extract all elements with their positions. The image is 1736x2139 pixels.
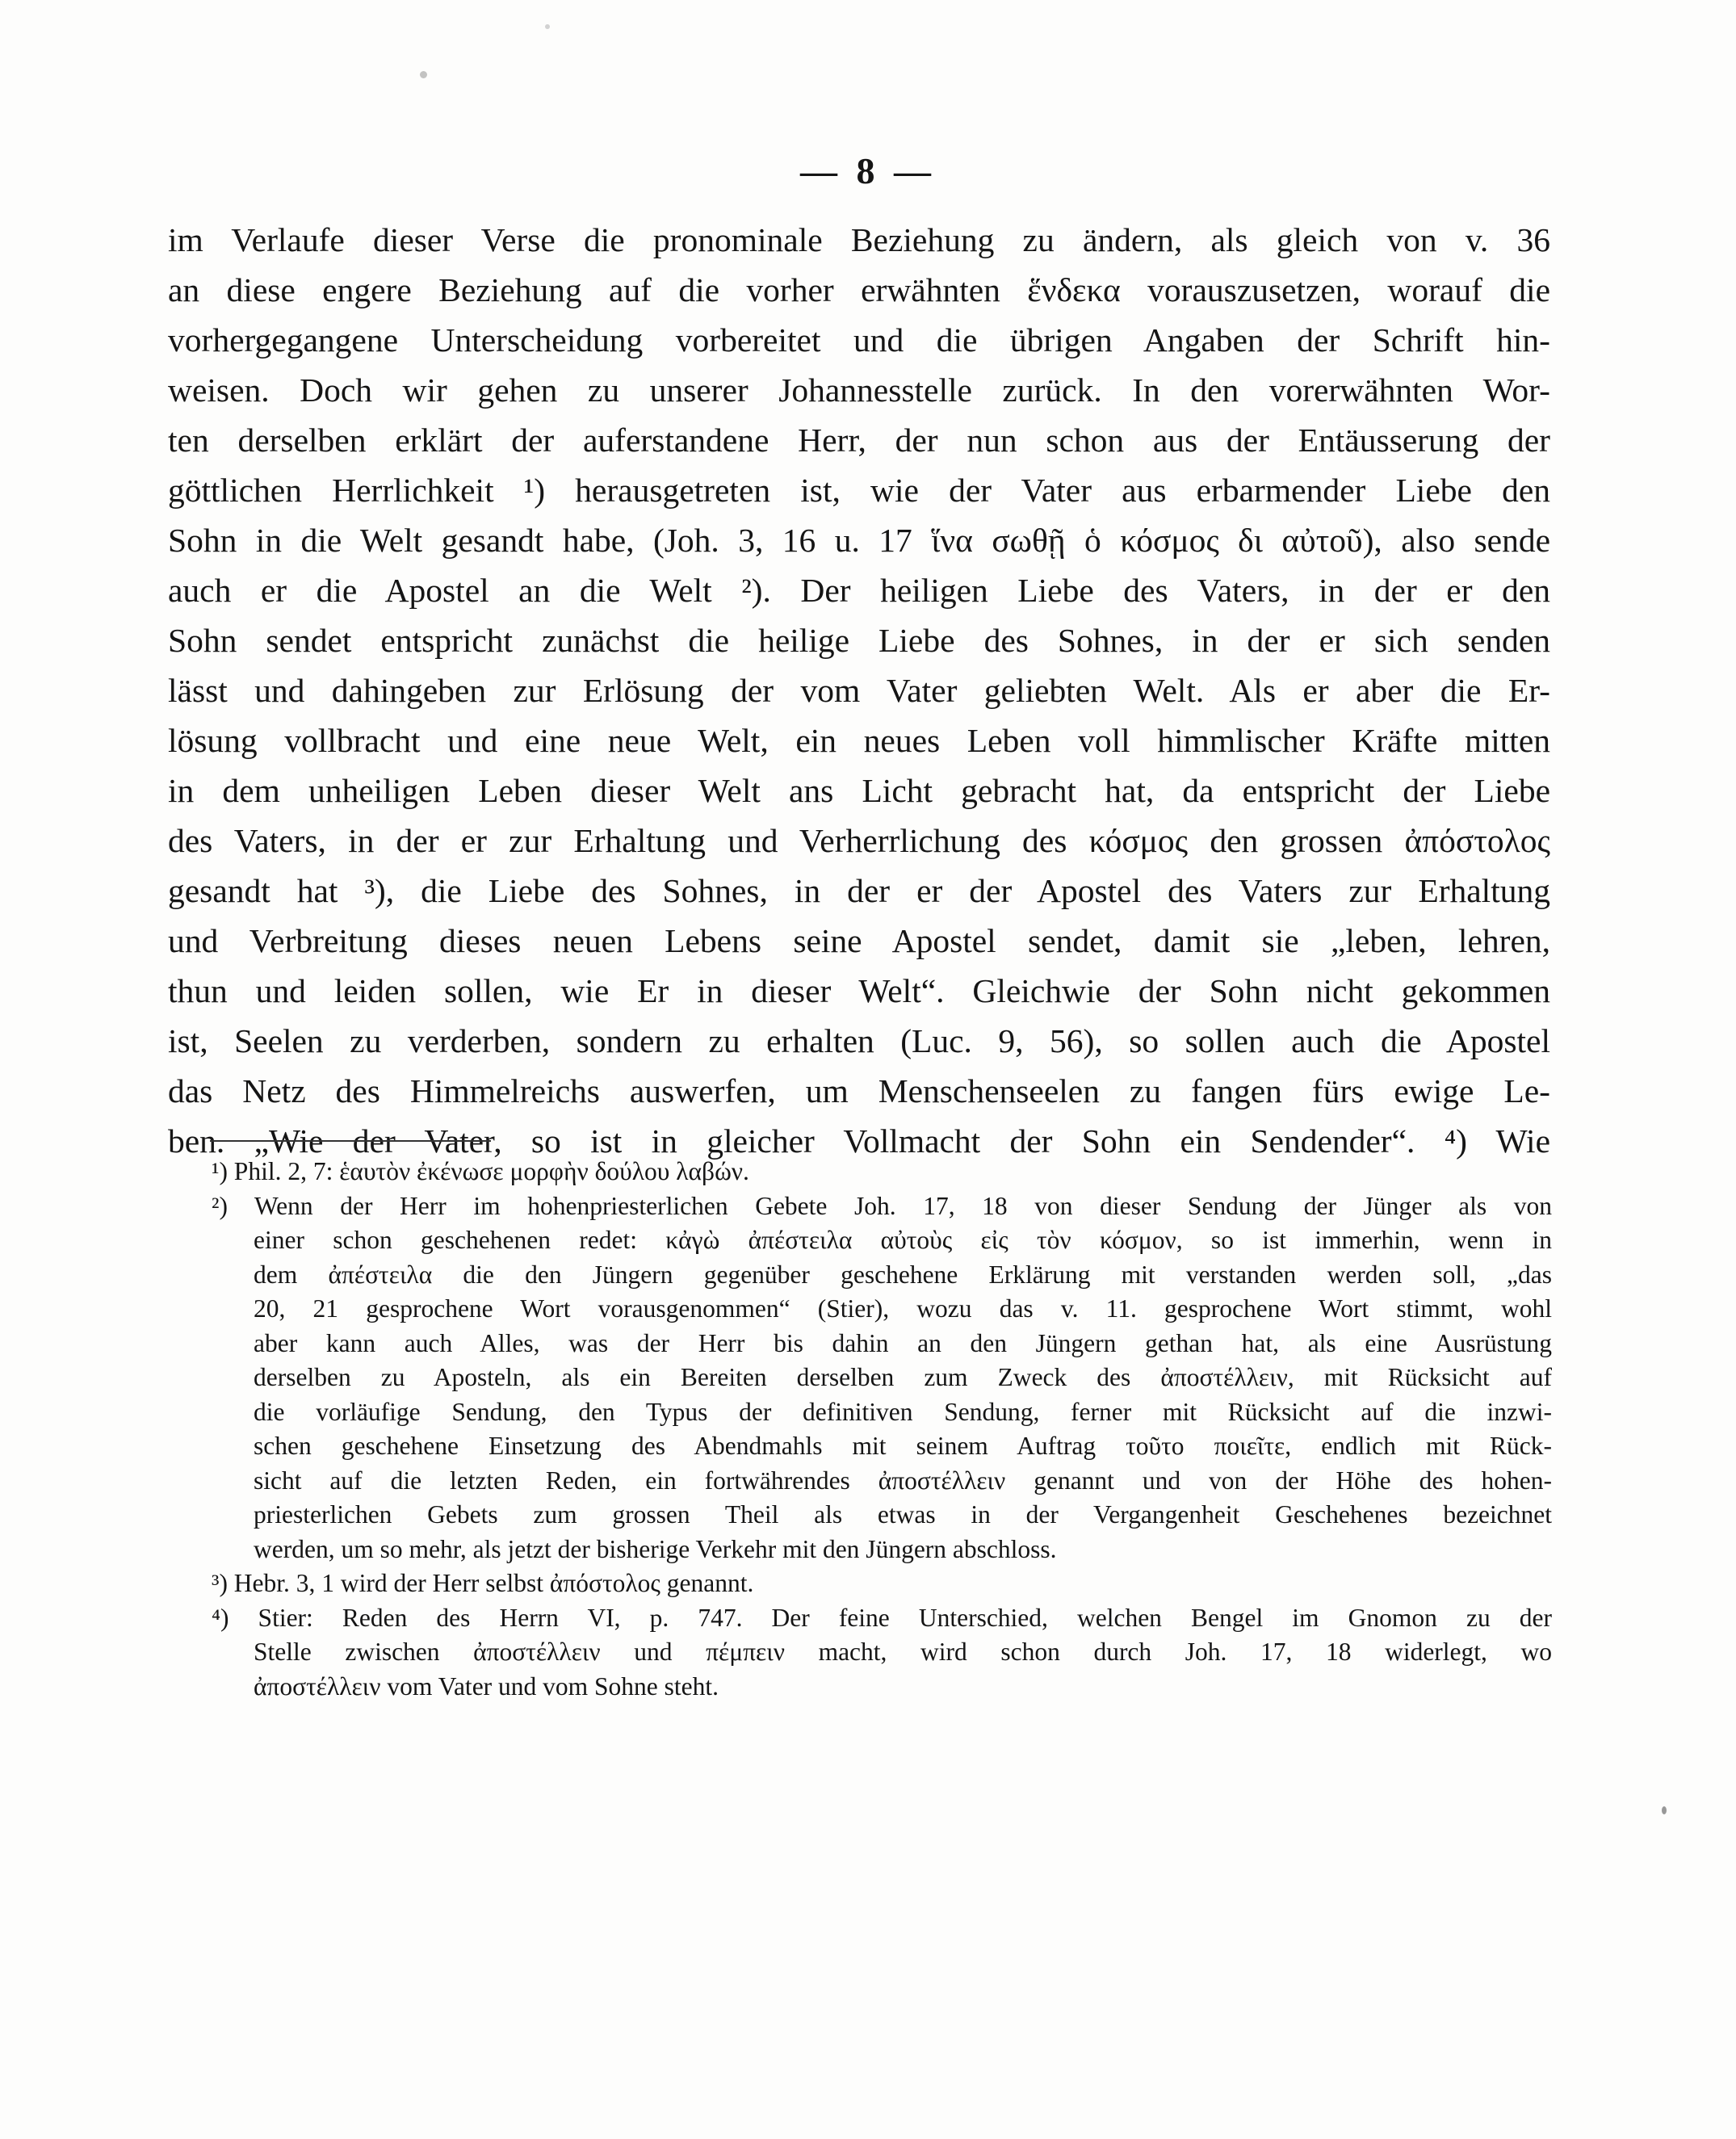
footnote-line: dem ἀπέστειλα die den Jüngern gegenüber geschehene Erklärung mit verstanden werden soll, „das <box>254 1260 1552 1289</box>
footnote-line: ³) Hebr. 3, 1 wird der Herr selbst ἀπόστολος genannt. <box>212 1569 754 1597</box>
paper-speck <box>1662 1806 1667 1814</box>
text-line: gesandt hat ³), die Liebe des Sohnes, in der er der Apostel des Vaters zur Erhaltung <box>168 872 1550 909</box>
text-line: ben. „Wie der Vater, so ist in gleicher Vollmacht der Sohn ein Sendender“. ⁴) Wie <box>168 1122 1550 1160</box>
footnote-line: werden, um so mehr, als jetzt der bisherige Verkehr mit den Jüngern abschloss. <box>254 1534 1057 1563</box>
text-line: und Verbreitung dieses neuen Lebens seine Apostel sendet, damit sie „leben, lehren, <box>168 922 1550 959</box>
bleed-through-texture <box>97 1373 105 1411</box>
footnote-line: sicht auf die letzten Reden, ein fortwährendes ἀποστέλλειν genannt und von der Höhe des hohen- <box>254 1466 1552 1495</box>
footnote-line: Stelle zwischen ἀποστέλλειν und πέμπειν macht, wird schon durch Joh. 17, 18 widerlegt, wo <box>254 1638 1552 1666</box>
text-line: des Vaters, in der er zur Erhaltung und Verherrlichung des κόσμος den grossen ἀπόστολος <box>168 822 1550 859</box>
text-line: thun und leiden sollen, wie Er in dieser Welt“. Gleichwie der Sohn nicht gekommen <box>168 972 1550 1009</box>
text-line: ten derselben erklärt der auferstandene Herr, der nun schon aus der Entäusserung der <box>168 422 1550 459</box>
footnote-line: die vorläufige Sendung, den Typus der definitiven Sendung, ferner mit Rücksicht auf die inzwi- <box>254 1397 1552 1426</box>
text-line: lässt und dahingeben zur Erlösung der vom Vater geliebten Welt. Als er aber die Er- <box>168 672 1550 709</box>
footnote-line: ¹) Phil. 2, 7: ἑαυτὸν ἐκένωσε μορφὴν δούλου λαβών. <box>212 1157 749 1185</box>
text-line: vorhergegangene Unterscheidung vorbereitet und die übrigen Angaben der Schrift hin- <box>168 321 1550 359</box>
text-line: auch er die Apostel an die Welt ²). Der heiligen Liebe des Vaters, in der er den <box>168 572 1550 609</box>
text-line: in dem unheiligen Leben dieser Welt ans Licht gebracht hat, da entspricht der Liebe <box>168 772 1550 809</box>
paper-speck <box>420 71 427 78</box>
main-text-block <box>168 215 1550 1166</box>
text-line: ist, Seelen zu verderben, sondern zu erhalten (Luc. 9, 56), so sollen auch die Apostel <box>168 1022 1550 1059</box>
footnote-line: derselben zu Aposteln, als ein Bereiten derselben zum Zweck des ἀποστέλλειν, mit Rücksicht auf <box>254 1363 1552 1391</box>
page-number: — 8 — <box>800 150 936 191</box>
footnote-line: ⁴) Stier: Reden des Herrn VI, p. 747. Der feine Unterschied, welchen Bengel im Gnomon zu der <box>212 1603 1552 1632</box>
footnote-line: 20, 21 gesprochene Wort vorausgenommen“ (Stier), wozu das v. 11. gesprochene Wort stimmt, wohl <box>254 1294 1552 1323</box>
text-line: im Verlaufe dieser Verse die pronominale Beziehung zu ändern, als gleich von v. 36 <box>168 221 1550 258</box>
footnote-line: einer schon geschehenen redet: κἀγὼ ἀπέστειλα αὐτοὺς εἰς τὸν κόσμον, so ist immerhin, wenn in <box>254 1226 1552 1254</box>
text-line: an diese engere Beziehung auf die vorher erwähnten ἕνδεκα vorauszusetzen, worauf die <box>168 271 1550 308</box>
text-line: göttlichen Herrlichkeit ¹) herausgetreten ist, wie der Vater aus erbarmender Liebe den <box>168 472 1550 509</box>
footnote-line: schen geschehene Einsetzung des Abendmahls mit seinem Auftrag τοῦτο ποιεῖτε, endlich mit Rück- <box>254 1432 1552 1460</box>
text-line: weisen. Doch wir gehen zu unserer Johannesstelle zurück. In den vorerwähnten Wor- <box>168 371 1550 409</box>
footnote-line: ἀποστέλλειν vom Vater und vom Sohne steht. <box>254 1671 719 1701</box>
footnote-line: priesterlichen Gebets zum grossen Theil als etwas in der Vergangenheit Geschehenes bezeichnet <box>254 1500 1552 1529</box>
paper-speck <box>545 24 550 29</box>
footnote-line: aber kann auch Alles, was der Herr bis dahin an den Jüngern gethan hat, als eine Ausrüstung <box>254 1328 1552 1357</box>
text-line: lösung vollbracht und eine neue Welt, ein neues Leben voll himmlischer Kräfte mitten <box>168 722 1550 759</box>
text-line: Sohn in die Welt gesandt habe, (Joh. 3, 16 u. 17 ἵνα σωθῇ ὁ κόσμος δι αὐτοῦ), also sende <box>168 522 1550 559</box>
text-line: das Netz des Himmelreichs auswerfen, um Menschenseelen zu fangen fürs ewige Le- <box>168 1072 1550 1109</box>
text-line: Sohn sendet entspricht zunächst die heilige Liebe des Sohnes, in der er sich senden <box>168 622 1550 659</box>
footnotes-block <box>212 1155 1552 1704</box>
footnote-separator-rule <box>210 1140 491 1142</box>
footnote-line: ²) Wenn der Herr im hohenpriesterlichen Gebete Joh. 17, 18 von dieser Sendung der Jünger als von <box>212 1191 1552 1220</box>
